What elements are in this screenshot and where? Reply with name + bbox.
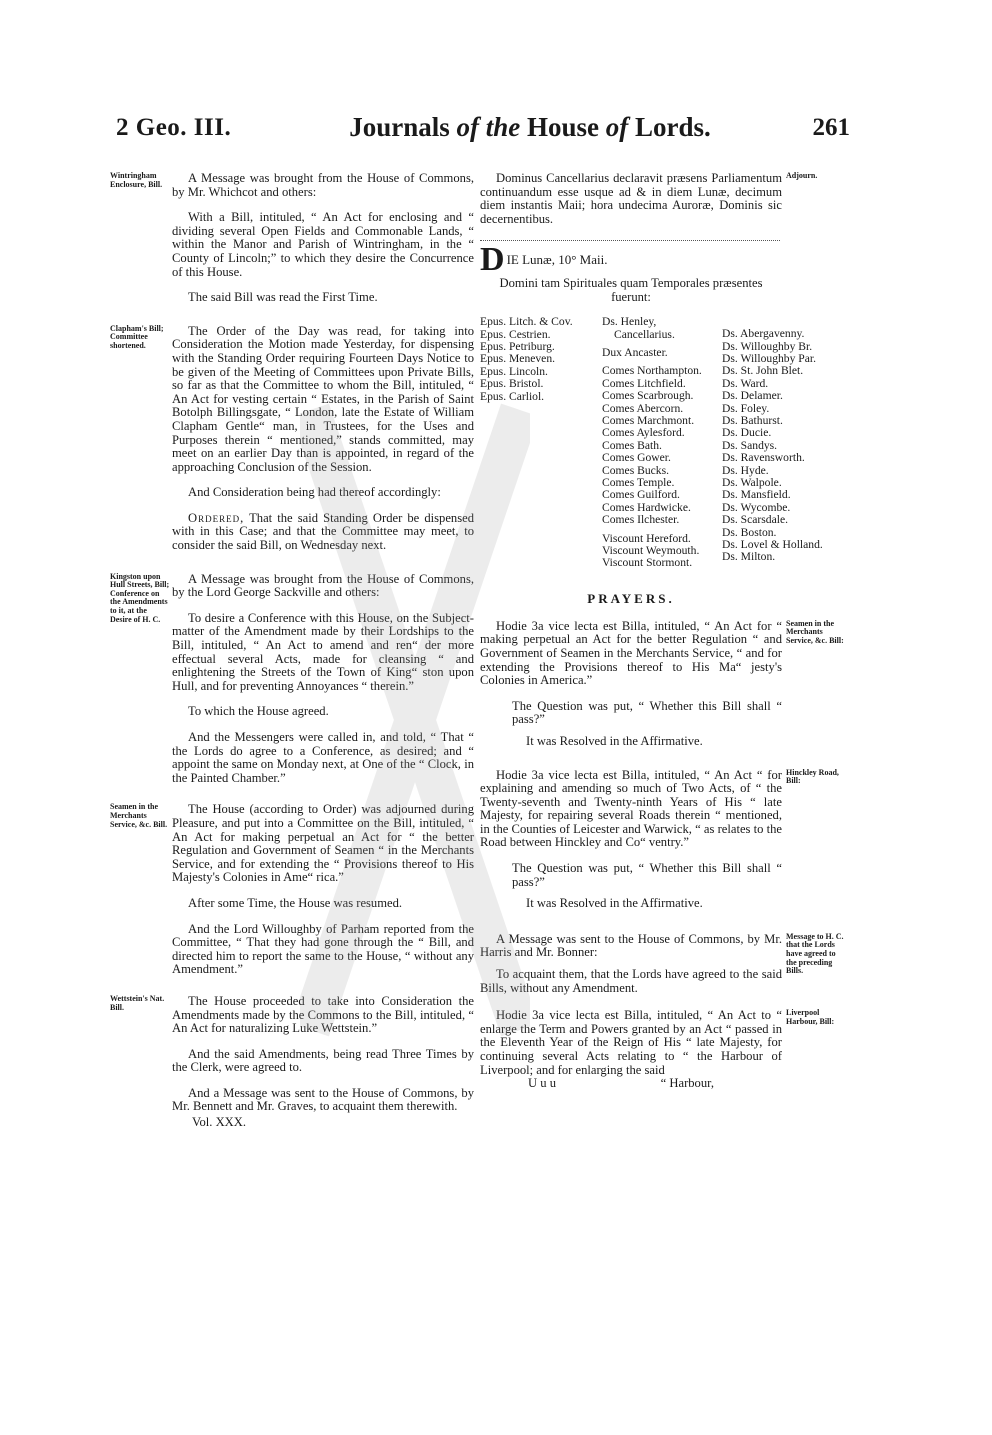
peer-name: Ds. Ducie. — [722, 426, 772, 440]
margin-note-adjourn: Adjourn. — [786, 171, 818, 180]
peer-name: Comes Gower. — [602, 451, 671, 465]
question: The Question was put, “ Whether this Bill shall “ pass?” — [512, 698, 782, 727]
right-column — [480, 172, 850, 1093]
bishops-column — [480, 316, 598, 403]
peer-name: Comes Bath. — [602, 438, 662, 452]
entry-seamen-third-reading — [480, 620, 850, 749]
paragraph: With a Bill, intituled, “ An Act for enclosing and “ dividing several Open Fields and Commonable Lands, “ within the Manor and Parish of Wintringham, in the “ County of Lincoln;” to which they desire the Concurrence of this House. — [172, 210, 474, 279]
drop-cap: D — [480, 241, 505, 279]
resolution: It was Resolved in the Affirmative. — [526, 733, 703, 748]
paragraph: A Message was sent to the House of Commons, by Mr. Harris and Mr. Bonner: — [480, 931, 782, 960]
peer-name: Comes Aylesford. — [602, 426, 685, 440]
ordered-text: That the said Standing Order be dispensed with in this Case; and that the Committee may meet, to consider the said Bill, on Wednesday next. — [172, 510, 474, 553]
peer-name: Comes Guilford. — [602, 488, 680, 502]
entry-wintringham — [110, 172, 480, 305]
peer-name: Ds. Mansfield. — [722, 488, 791, 502]
paragraph: And the said Amendments, being read Three Times by the Clerk, were agreed to. — [172, 1046, 474, 1075]
peer-name: Comes Temple. — [602, 476, 675, 490]
paragraph: After some Time, the House was resumed. — [188, 895, 403, 910]
paragraph: To which the House agreed. — [188, 704, 329, 719]
peer-name: Ds. Boston. — [722, 525, 777, 539]
paragraph: And Consideration being had thereof accordingly: — [188, 485, 441, 500]
peer-name: Ds. Wycombe. — [722, 500, 791, 514]
day-heading — [480, 241, 850, 279]
signature-mark: U u u — [528, 1076, 556, 1091]
paragraph: To desire a Conference with this House, on the Subject-matter of the Amendment made by their Lordships to the Bill, intituled, “ An Act to amend and ren“ der more effectual several Acts, made for cleansing “ and enlightening the Streets of the Town of King“ ston upon Hull, and for preventing Annoyances “ therein.” — [172, 610, 474, 693]
paragraph: Hodie 3a vice lecta est Billa, intituled, “ An Act to “ enlarge the Term and Powers granted by an Act “ passed in the Eleventh Year of the Reign of His “ late Majesty, for continuing several Acts relating to “ the Harbour of Liverpool; and for enlarging the said — [480, 1008, 782, 1077]
entry-kingston — [110, 573, 480, 786]
peer-name: Comes Abercorn. — [602, 401, 684, 415]
peer-name: Ds. St. John Blet. — [722, 364, 804, 378]
peer-name: Ds. Lovel & Holland. — [722, 538, 823, 552]
ordered-lead: Ordered, — [188, 510, 245, 525]
paragraph: The Order of the Day was read, for taking into Consideration the Motion made Yesterday, for dispensing with the Standing Order requiring Fourteen Days Notice to be given of the Meeting of Committees upon Private Bills, so far as that the Committee to whom the Bill, intituled, “ An Act for vesting certain “ Estates, in the Parish of Saint Botolph Billingsgate, “ London, late the Estate of William Clapham Gentle“ man, in Trustees, for the Uses and Purposes therein “ mentioned,” stands committed, may meet on an earlier Day than is appointed, in regard of the approaching Conclusion of the Session. — [172, 323, 474, 474]
title-part-2: of the — [456, 112, 521, 142]
entry-hinckley — [480, 769, 850, 911]
peer-name: Epus. Carliol. — [480, 389, 545, 403]
peer-name: Comes Litchfield. — [602, 376, 686, 390]
paragraph: The said Bill was read the First Time. — [188, 290, 378, 305]
peer-name: Ds. Sandys. — [722, 438, 778, 452]
peer-name: Dux Ancaster. — [602, 345, 668, 359]
peer-name: Epus. Lincoln. — [480, 364, 548, 378]
paragraph: Hodie 3a vice lecta est Billa, intituled, “ An Act “ for explaining and amending so much of Two Acts, of “ the Twenty-seventh and Twenty-ninth Years of His “ late Majesty, for repairing several Roads therein “ mentioned, in the Counties of Leicester and Warwick, “ as relates to the Road between Hinckley and Co“ ventry.” — [480, 767, 782, 850]
peer-name: Ds. Henley, — [602, 315, 657, 329]
peer-name: Comes Ilchester. — [602, 513, 680, 527]
entry-seamen — [110, 803, 480, 977]
entry-adjourn — [480, 172, 850, 226]
paragraph — [172, 512, 474, 553]
title-part-3: House — [520, 112, 606, 142]
peer-name: Ds. Ward. — [722, 376, 769, 390]
journal-title — [310, 112, 750, 143]
catchword: “ Harbour, — [660, 1076, 714, 1091]
margin-note-seamen: Seamen in the Merchants Service, &c. Bill. — [110, 802, 168, 829]
paragraph: And a Message was sent to the House of Commons, by Mr. Bennett and Mr. Graves, to acquaint them therewith. — [172, 1085, 474, 1114]
running-header — [110, 108, 850, 152]
peer-name: Comes Marchmont. — [602, 414, 695, 427]
entry-wettstein — [110, 995, 480, 1130]
dotted-rule — [480, 240, 780, 241]
peer-name: Epus. Meneven. — [480, 352, 556, 366]
entry-message — [480, 933, 850, 995]
margin-note-kingston: Kingston upon Hull Streets, Bill; Conference on the Amendments to it, at the Desire of H. C. — [110, 571, 170, 624]
title-part-4: of — [605, 112, 629, 142]
margin-note-wettstein: Wettstein's Nat. Bill. — [110, 993, 165, 1012]
paragraph: Hodie 3a vice lecta est Billa, intituled, “ An Act for “ making perpetual an Act for the better Regulation “ and Government of Seamen in the Merchants Service, “ and for extending the Provisions thereof to His Ma“ jesty's Colonies in America.” — [480, 618, 782, 688]
peer-name: Cancellarius. — [614, 327, 675, 341]
peer-name: Ds. Willoughby Br. — [722, 339, 813, 353]
paragraph: The House proceeded to take into Consideration the Amendments made by the Commons to the Bill, intituled, “ An Act for naturalizing Luke Wettstein.” — [172, 993, 474, 1036]
peer-name: Ds. Abergavenny. — [722, 327, 805, 341]
peer-name: Comes Northampton. — [602, 364, 702, 378]
page-number: 261 — [812, 114, 850, 141]
peer-name: Viscount Hereford. — [602, 531, 691, 545]
peer-name: Ds. Scarsdale. — [722, 513, 789, 527]
peer-name: Comes Scarbrough. — [602, 389, 694, 403]
present-heading: Domini tam Spirituales quam Temporales præsentes fuerunt: — [499, 275, 763, 304]
margin-note-wintringham: Wintringham Enclosure, Bill. — [110, 171, 163, 189]
peer-name: Viscount Stormont. — [602, 556, 693, 570]
peer-name: Epus. Petriburg. — [480, 339, 555, 353]
margin-note-seamen-bill: Seamen in the Merchants Service, &c. Bill: — [786, 618, 844, 645]
margin-note-hinckley: Hinckley Road, Bill: — [786, 767, 839, 786]
peer-name: Viscount Weymouth. — [602, 544, 700, 558]
peer-name: Ds. Foley. — [722, 401, 770, 415]
left-column — [110, 172, 480, 1130]
peer-name: Comes Hardwicke. — [602, 500, 691, 514]
margin-note-message: Message to H. C. that the Lords have agreed to the preceding Bills. — [786, 931, 844, 976]
paragraph: A Message was brought from the House of Commons, by Mr. Whichcot and others: — [172, 171, 474, 199]
entry-clapham — [110, 325, 480, 553]
resolution: It was Resolved in the Affirmative. — [526, 896, 703, 911]
peer-name: Ds. Bathurst. — [722, 414, 783, 427]
peer-name: Epus. Litch. & Cov. — [480, 315, 573, 329]
peer-name: Comes Bucks. — [602, 463, 669, 477]
volume-signature: Vol. XXX. — [192, 1115, 246, 1130]
earls-column — [602, 316, 722, 570]
peer-name: Ds. Ravensworth. — [722, 451, 805, 465]
barons-column — [722, 328, 842, 564]
paragraph: And the Messengers were called in, and told, “ That “ the Lords do agree to a Conference, as desired; and “ appoint the same on Monday next, at One of the “ Clock, in the Painted Chamber.” — [172, 730, 474, 785]
paragraph: Dominus Cancellarius declaravit præsens Parliamentum continuandum esse usque ad & in diem Lunæ, decimum diem instantis Maii; hora undecima Auroræ, Dominis sic decernentibus. — [480, 171, 782, 226]
question: The Question was put, “ Whether this Bill shall “ pass?” — [512, 861, 782, 889]
day-text: IE Lunæ, 10° Maii. — [506, 252, 608, 268]
peer-name: Epus. Bristol. — [480, 377, 544, 391]
regnal-year: 2 Geo. III. — [116, 114, 232, 141]
peer-name: Ds. Milton. — [722, 550, 776, 564]
peer-name: Ds. Walpole. — [722, 476, 782, 490]
entry-liverpool — [480, 1009, 850, 1093]
peer-name: Ds. Delamer. — [722, 389, 783, 403]
paragraph: The House (according to Order) was adjourned during Pleasure, and put into a Committee on the Bill, intituled, “ An Act for making perpetual an Act for “ the better Regulation and Government of Seamen “ in the Merchants Service, and for extending the “ Provisions thereof to His Majesty's Colonies in Ame“ rica.” — [172, 802, 474, 885]
title-part-5: Lords. — [628, 112, 711, 142]
margin-note-clapham: Clapham's Bill; Committee shortened. — [110, 323, 164, 350]
peer-name: Ds. Hyde. — [722, 463, 769, 477]
paragraph: And the Lord Willoughby of Parham reported from the Committee, “ That they had gone through the “ Bill, and directed him to report the same to the House, “ without any Amendment.” — [172, 921, 474, 977]
peers-list — [480, 316, 850, 586]
prayers-heading: PRAYERS. — [587, 591, 675, 607]
peer-name: Ds. Willoughby Par. — [722, 351, 817, 365]
margin-note-liverpool: Liverpool Harbour, Bill: — [786, 1008, 835, 1026]
paragraph: A Message was brought from the House of Commons, by the Lord George Sackville and others: — [172, 571, 474, 600]
paragraph: To acquaint them, that the Lords have agreed to the said Bills, without any Amendment. — [480, 967, 782, 995]
title-part-1: Journals — [349, 112, 457, 142]
peer-name: Epus. Cestrien. — [480, 327, 551, 341]
